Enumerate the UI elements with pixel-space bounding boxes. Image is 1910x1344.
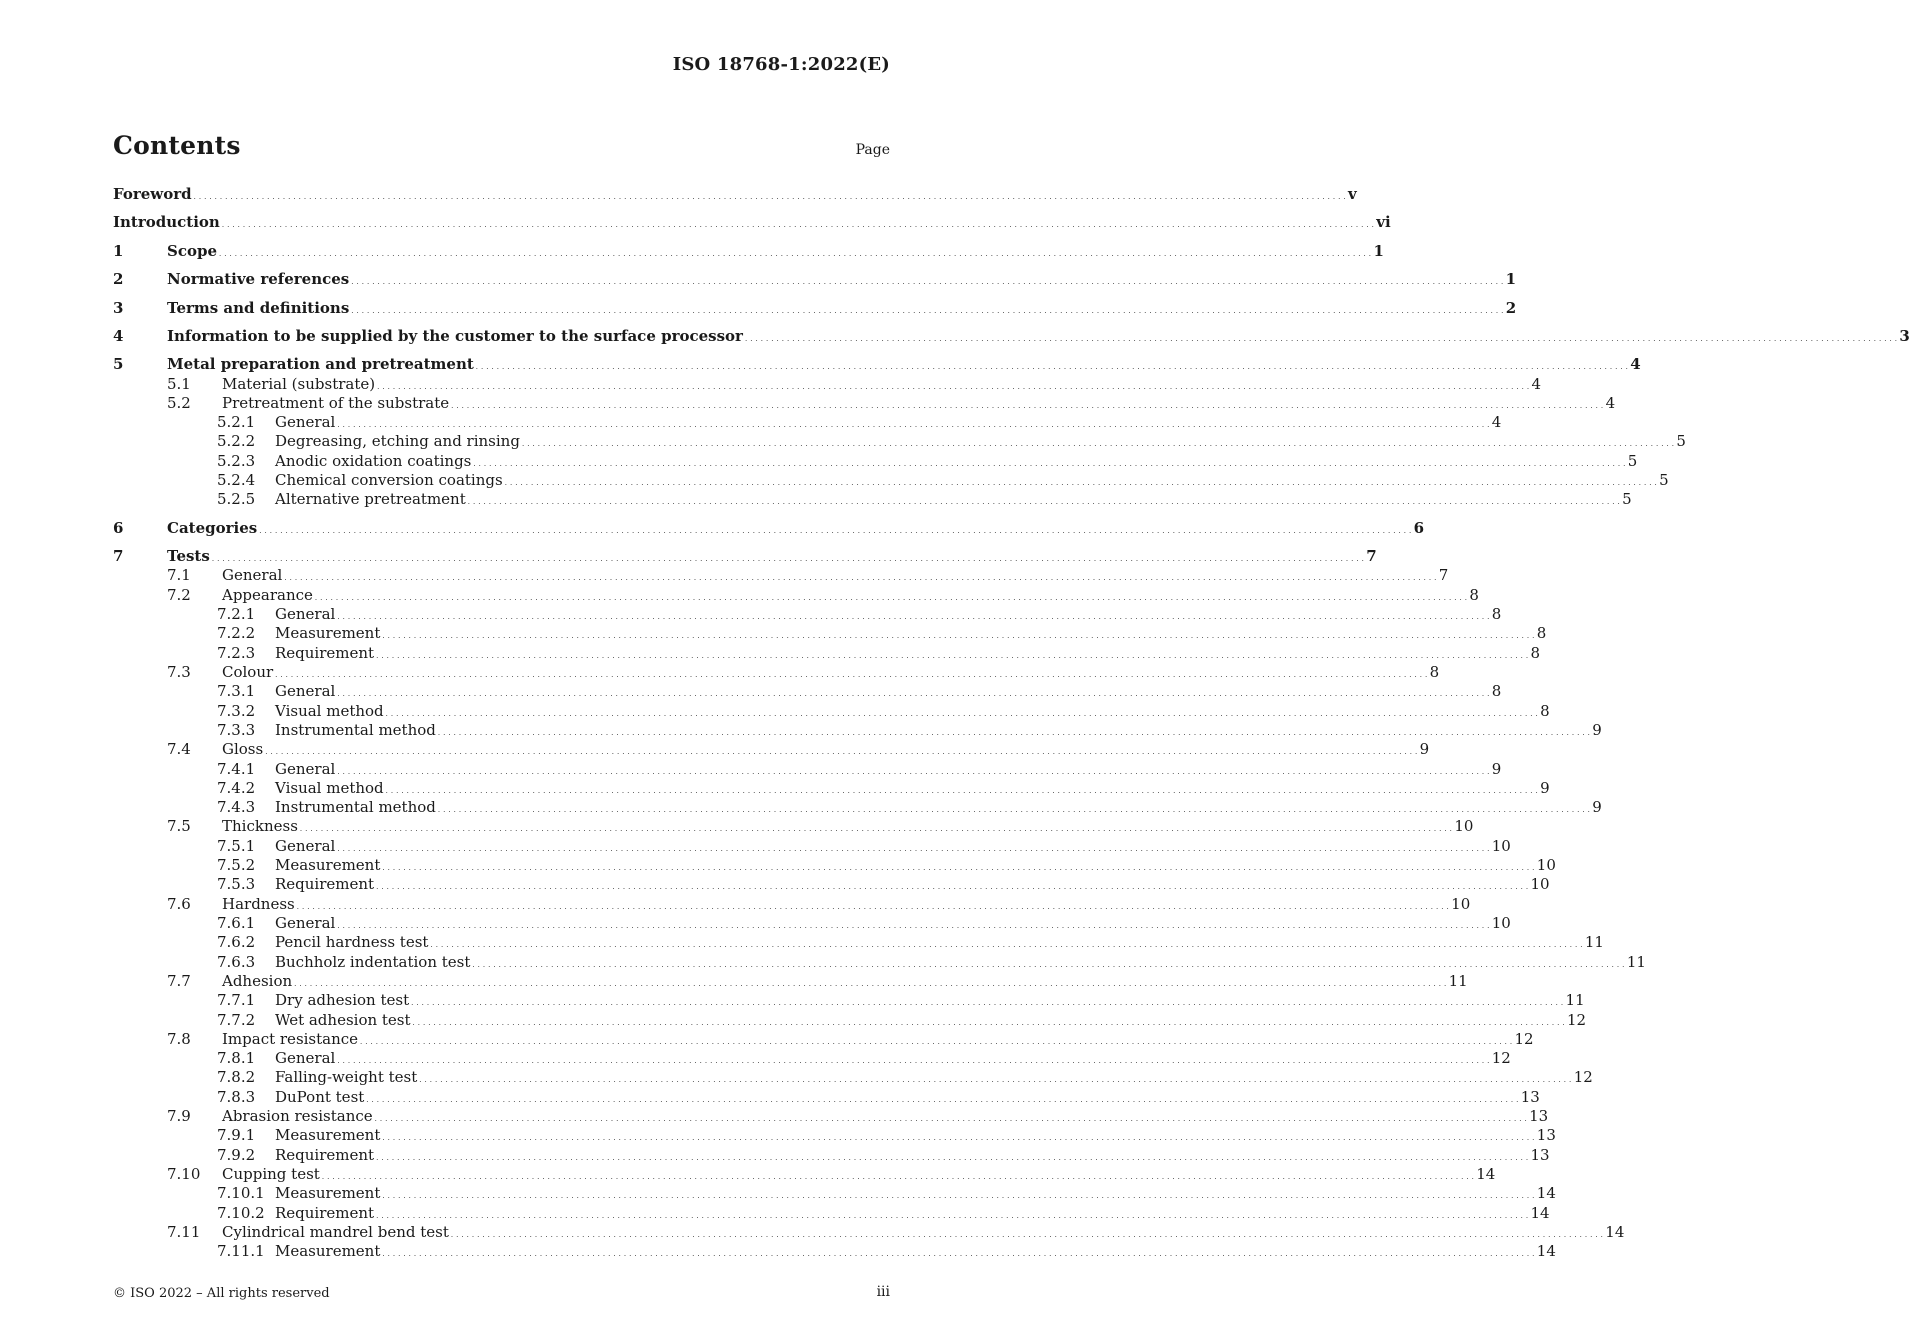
toc-entry[interactable] xyxy=(113,663,1440,683)
toc-entry-page: 10 xyxy=(1491,914,1511,932)
toc-entry-number: 5.2.5 xyxy=(217,490,256,508)
toc-entry-number: 7.4.2 xyxy=(217,779,256,797)
toc-entry-page: 10 xyxy=(1451,895,1471,913)
dot-leader: . . . . . . . . . . . . . . . . . . . . . . . . . . . . . . . . . . . . . . . . . . . . . . . . . . . . . . . . . . . . . . . . . . . . . . . . . . . . . . . . . . . . . . . . . . . . . . . . . . . . . . . . . . . . . . . . . . . . . . . . . . . . . . . . . . . . . . . . . . . . . . . . . . . . . . . . . . . . . . . . . . . . . . . . . . . . . . . . . . . . . . . . . . . . . . . . . . . . . . . . . . . . . . . . . . . . . . . . . . . . xyxy=(337,845,1490,853)
toc-entry[interactable] xyxy=(113,837,1511,857)
dot-leader: . . . . . . . . . . . . . . . . . . . . . . . . . . . . . . . . . . . . . . . . . . . . . . . . . . . . . . . . . . . . . . . . . . . . . . . . . . . . . . . . . . . . . . . . . . . . . . . . . . . . . . . . . . . . . . . . . . . . . . . . . . . . . . . . . . . . . . . . . . . . . . . . . . . . . . . . . . . . . . . . . . . . . . . . . . . . . . . . . . . . . . . . . . . . . . . . . . . . . . . . . . . . . . . . . . . . . . . . . . . . xyxy=(360,1038,1513,1046)
toc-entry-number: 7.8 xyxy=(167,1030,191,1048)
dot-leader: . . . . . . . . . . . . . . . . . . . . . . . . . . . . . . . . . . . . . . . . . . . . . . . . . . . . . . . . . . . . . . . . . . . . . . . . . . . . . . . . . . . . . . . . . . . . . . . . . . . . . . . . . . . . . . . . . . . . . . . . . . . . . . . . . . . . . . . . . . . . . . . . . . . . . . . . . . . . . . . . . . . . . . . . . . . . . . . . . . . . . . . . . . . . . . . . . . . . . . . . . . . . . . . . . . . . . . . . . . . . xyxy=(385,710,1539,718)
toc-entry-number: 7.5 xyxy=(167,817,191,835)
toc-entry-number: 7 xyxy=(113,547,124,565)
toc-entry[interactable] xyxy=(113,972,1468,992)
toc-entry-label: Thickness xyxy=(222,817,298,835)
toc-entry-page: 8 xyxy=(1536,624,1547,642)
toc-entry-page: 13 xyxy=(1530,1146,1550,1164)
toc-entry-label: DuPont test xyxy=(275,1088,365,1106)
toc-entry[interactable] xyxy=(113,779,1550,799)
dot-leader: . . . . . . . . . . . . . . . . . . . . . . . . . . . . . . . . . . . . . . . . . . . . . . . . . . . . . . . . . . . . . . . . . . . . . . . . . . . . . . . . . . . . . . . . . . . . . . . . . . . . . . . . . . . . . . . . . . . . . . . . . . . . . . . . . . . . . . . . . . . . . . . . . . . . . . . . . . . . . . . . . . . . . . . . . . . . . . . . . . . . . . . . . . . . . . . . . . . . . . . . . . . . . . . . . . . . . . . . . . . . xyxy=(376,652,1529,660)
toc-entry-number: 1 xyxy=(113,242,124,260)
dot-leader: . . . . . . . . . . . . . . . . . . . . . . . . . . . . . . . . . . . . . . . . . . . . . . . . . . . . . . . . . . . . . . . . . . . . . . . . . . . . . . . . . . . . . . . . . . . . . . . . . . . . . . . . . . . . . . . . . . . . . . . . . . . . . . . . . . . . . . . . . . . . . . . . . . . . . . . . . . . . . . . . . . . . . . . . . . . . . . . . . . . . . . . . . . . . . . . . . . . . . . . . . . . . . . . . . . . . . . . . . . . . xyxy=(294,980,1447,988)
toc-entry-number: 7.4 xyxy=(167,740,191,758)
dot-leader: . . . . . . . . . . . . . . . . . . . . . . . . . . . . . . . . . . . . . . . . . . . . . . . . . . . . . . . . . . . . . . . . . . . . . . . . . . . . . . . . . . . . . . . . . . . . . . . . . . . . . . . . . . . . . . . . . . . . . . . . . . . . . . . . . . . . . . . . . . . . . . . . . . . . . . . . . . . . . . . . . . . . . . . . . . . . . . . . . . . . . . . . . . . . . . . . . . . . . . . . . . . . . . . . . . . . . . . . . . . . xyxy=(504,479,1658,487)
toc-entry[interactable] xyxy=(113,242,1384,262)
toc-entry-number: 7.9 xyxy=(167,1107,191,1125)
toc-entry[interactable] xyxy=(113,547,1377,567)
dot-leader: . . . . . . . . . . . . . . . . . . . . . . . . . . . . . . . . . . . . . . . . . . . . . . . . . . . . . . . . . . . . . . . . . . . . . . . . . . . . . . . . . . . . . . . . . . . . . . . . . . . . . . . . . . . . . . . . . . . . . . . . . . . . . . . . . . . . . . . . . . . . . . . . . . . . . . . . . . . . . . . . . . . . . . . . . . . . . . . . . . . . . . . . . . . . . . . . . . . . . . . . . . . . . . . . . . . . . . . . . . . . xyxy=(385,787,1539,795)
dot-leader: . . . . . . . . . . . . . . . . . . . . . . . . . . . . . . . . . . . . . . . . . . . . . . . . . . . . . . . . . . . . . . . . . . . . . . . . . . . . . . . . . . . . . . . . . . . . . . . . . . . . . . . . . . . . . . . . . . . . . . . . . . . . . . . . . . . . . . . . . . . . . . . . . . . . . . . . . . . . . . . . . . . . . . . . . . . . . . . . . . . . . . . . . . . . . . . . . . . . . . . . . . . . . . . . . . . . . . . . . . . . xyxy=(451,402,1604,410)
toc-entry-label: Requirement xyxy=(275,875,375,893)
dot-leader: . . . . . . . . . . . . . . . . . . . . . . . . . . . . . . . . . . . . . . . . . . . . . . . . . . . . . . . . . . . . . . . . . . . . . . . . . . . . . . . . . . . . . . . . . . . . . . . . . . . . . . . . . . . . . . . . . . . . . . . . . . . . . . . . . . . . . . . . . . . . . . . . . . . . . . . . . . . . . . . . . . . . . . . . . . . . . . . . . . . . . . . . . . . . . . . . . . . . . . . . . . . . . . . . . . . . . . . . . . . . xyxy=(193,193,1347,201)
dot-leader: . . . . . . . . . . . . . . . . . . . . . . . . . . . . . . . . . . . . . . . . . . . . . . . . . . . . . . . . . . . . . . . . . . . . . . . . . . . . . . . . . . . . . . . . . . . . . . . . . . . . . . . . . . . . . . . . . . . . . . . . . . . . . . . . . . . . . . . . . . . . . . . . . . . . . . . . . . . . . . . . . . . . . . . . . . . . . . . . . . . . . . . . . . . . . . . . . . . . . . . . . . . . . . . . . . . . . . . . . . . . xyxy=(299,825,1453,833)
toc-entry-label: Instrumental method xyxy=(275,721,436,739)
toc-entry[interactable] xyxy=(113,1088,1540,1108)
toc-entry-number: 5.2.2 xyxy=(217,432,256,450)
toc-entry-page: 5 xyxy=(1627,452,1638,470)
toc-entry[interactable] xyxy=(113,213,1391,233)
toc-entry-page: 8 xyxy=(1540,702,1550,720)
dot-leader: . . . . . . . . . . . . . . . . . . . . . . . . . . . . . . . . . . . . . . . . . . . . . . . . . . . . . . . . . . . . . . . . . . . . . . . . . . . . . . . . . . . . . . . . . . . . . . . . . . . . . . . . . . . . . . . . . . . . . . . . . . . . . . . . . . . . . . . . . . . . . . . . . . . . . . . . . . . . . . . . . . . . . . . . . . . . . . . . . . . . . . . . . . . . . . . . . . . . . . . . . . . . . . . . . . . . . . . . . . . . xyxy=(284,574,1437,582)
toc-entry-label: General xyxy=(275,837,336,855)
toc-entry-page: 14 xyxy=(1536,1242,1556,1260)
toc-entry[interactable] xyxy=(113,798,1602,818)
toc-entry-label: General xyxy=(275,682,336,700)
toc-entry-number: 7.6.3 xyxy=(217,953,256,971)
dot-leader: . . . . . . . . . . . . . . . . . . . . . . . . . . . . . . . . . . . . . . . . . . . . . . . . . . . . . . . . . . . . . . . . . . . . . . . . . . . . . . . . . . . . . . . . . . . . . . . . . . . . . . . . . . . . . . . . . . . . . . . . . . . . . . . . . . . . . . . . . . . . . . . . . . . . . . . . . . . . . . . . . . . . . . . . . . . . . . . . . . . . . . . . . . . . . . . . . . . . . . . . . . . . . . . . . . . . . . . . . . . . xyxy=(219,250,1372,258)
dot-leader: . . . . . . . . . . . . . . . . . . . . . . . . . . . . . . . . . . . . . . . . . . . . . . . . . . . . . . . . . . . . . . . . . . . . . . . . . . . . . . . . . . . . . . . . . . . . . . . . . . . . . . . . . . . . . . . . . . . . . . . . . . . . . . . . . . . . . . . . . . . . . . . . . . . . . . . . . . . . . . . . . . . . . . . . . . . . . . . . . . . . . . . . . . . . . . . . . . . . . . . . . . . . . . . . . . . . . . . . . . . . xyxy=(321,1173,1475,1181)
dot-leader: . . . . . . . . . . . . . . . . . . . . . . . . . . . . . . . . . . . . . . . . . . . . . . . . . . . . . . . . . . . . . . . . . . . . . . . . . . . . . . . . . . . . . . . . . . . . . . . . . . . . . . . . . . . . . . . . . . . . . . . . . . . . . . . . . . . . . . . . . . . . . . . . . . . . . . . . . . . . . . . . . . . . . . . . . . . . . . . . . . . . . . . . . . . . . . . . . . . . . . . . . . . . . . . . . . . . . . . . . . . . xyxy=(382,864,1535,872)
toc-entry-label: Normative references xyxy=(167,270,350,288)
toc-entry-page: 8 xyxy=(1429,663,1440,681)
toc-entry-number: 5.2.1 xyxy=(217,413,256,431)
toc-entry[interactable] xyxy=(113,355,1641,375)
toc-entry-number: 7.6 xyxy=(167,895,191,913)
toc-entry-label: Instrumental method xyxy=(275,798,436,816)
copyright-notice: © ISO 2022 – All rights reserved xyxy=(113,1286,330,1301)
toc-entry-number: 7.3.1 xyxy=(217,682,256,700)
dot-leader: . . . . . . . . . . . . . . . . . . . . . . . . . . . . . . . . . . . . . . . . . . . . . . . . . . . . . . . . . . . . . . . . . . . . . . . . . . . . . . . . . . . . . . . . . . . . . . . . . . . . . . . . . . . . . . . . . . . . . . . . . . . . . . . . . . . . . . . . . . . . . . . . . . . . . . . . . . . . . . . . . . . . . . . . . . . . . . . . . . . . . . . . . . . . . . . . . . . . . . . . . . . . . . . . . . . . . . . . . . . . xyxy=(265,748,1418,756)
toc-entry-label: Impact resistance xyxy=(222,1030,359,1048)
toc-entry-page: 5 xyxy=(1622,490,1632,508)
toc-entry[interactable] xyxy=(113,270,1517,290)
toc-entry-page: 13 xyxy=(1520,1088,1540,1106)
toc-entry-number: 7.6.2 xyxy=(217,933,256,951)
toc-entry-label: Cupping test xyxy=(222,1165,320,1183)
toc-entry-page: 11 xyxy=(1565,991,1585,1009)
toc-entry-page: 3 xyxy=(1899,327,1910,345)
toc-entry-label: Metal preparation and pretreatment xyxy=(167,355,474,373)
toc-entry-label: Visual method xyxy=(275,702,384,720)
dot-leader: . . . . . . . . . . . . . . . . . . . . . . . . . . . . . . . . . . . . . . . . . . . . . . . . . . . . . . . . . . . . . . . . . . . . . . . . . . . . . . . . . . . . . . . . . . . . . . . . . . . . . . . . . . . . . . . . . . . . . . . . . . . . . . . . . . . . . . . . . . . . . . . . . . . . . . . . . . . . . . . . . . . . . . . . . . . . . . . . . . . . . . . . . . . . . . . . . . . . . . . . . . . . . . . . . . . . . . . . . . . . xyxy=(467,498,1621,506)
toc-entry-label: Colour xyxy=(222,663,274,681)
toc-entry[interactable] xyxy=(113,327,1910,347)
toc-entry[interactable] xyxy=(113,760,1502,780)
toc-entry-label: Wet adhesion test xyxy=(275,1011,411,1029)
toc-entry-page: 11 xyxy=(1584,933,1604,951)
dot-leader: . . . . . . . . . . . . . . . . . . . . . . . . . . . . . . . . . . . . . . . . . . . . . . . . . . . . . . . . . . . . . . . . . . . . . . . . . . . . . . . . . . . . . . . . . . . . . . . . . . . . . . . . . . . . . . . . . . . . . . . . . . . . . . . . . . . . . . . . . . . . . . . . . . . . . . . . . . . . . . . . . . . . . . . . . . . . . . . . . . . . . . . . . . . . . . . . . . . . . . . . . . . . . . . . . . . . . . . . . . . . xyxy=(472,961,1625,969)
toc-entry-number: 7.8.2 xyxy=(217,1068,256,1086)
toc-entry-page: 6 xyxy=(1413,519,1425,537)
dot-leader: . . . . . . . . . . . . . . . . . . . . . . . . . . . . . . . . . . . . . . . . . . . . . . . . . . . . . . . . . . . . . . . . . . . . . . . . . . . . . . . . . . . . . . . . . . . . . . . . . . . . . . . . . . . . . . . . . . . . . . . . . . . . . . . . . . . . . . . . . . . . . . . . . . . . . . . . . . . . . . . . . . . . . . . . . . . . . . . . . . . . . . . . . . . . . . . . . . . . . . . . . . . . . . . . . . . . . . . . . . . . xyxy=(450,1231,1604,1239)
toc-entry[interactable] xyxy=(113,471,1669,491)
toc-entry-page: 5 xyxy=(1659,471,1669,489)
toc-entry-label: Dry adhesion test xyxy=(275,991,410,1009)
toc-entry[interactable] xyxy=(113,1068,1593,1088)
toc-entry-number: 5.2.4 xyxy=(217,471,256,489)
toc-entry-page: 10 xyxy=(1536,856,1556,874)
toc-entry-page: 13 xyxy=(1536,1126,1556,1144)
dot-leader: . . . . . . . . . . . . . . . . . . . . . . . . . . . . . . . . . . . . . . . . . . . . . . . . . . . . . . . . . . . . . . . . . . . . . . . . . . . . . . . . . . . . . . . . . . . . . . . . . . . . . . . . . . . . . . . . . . . . . . . . . . . . . . . . . . . . . . . . . . . . . . . . . . . . . . . . . . . . . . . . . . . . . . . . . . . . . . . . . . . . . . . . . . . . . . . . . . . . . . . . . . . . . . . . . . . . . . . . . . . . xyxy=(337,421,1490,429)
toc-entry-page: 12 xyxy=(1573,1068,1593,1086)
toc-entry-page: 9 xyxy=(1592,721,1602,739)
toc-entry-label: Gloss xyxy=(222,740,264,758)
toc-entry-label: General xyxy=(222,566,283,584)
toc-entry-page: 12 xyxy=(1491,1049,1511,1067)
toc-entry[interactable] xyxy=(113,586,1479,606)
toc-entry[interactable] xyxy=(113,856,1556,876)
toc-entry[interactable] xyxy=(113,566,1449,586)
dot-leader: . . . . . . . . . . . . . . . . . . . . . . . . . . . . . . . . . . . . . . . . . . . . . . . . . . . . . . . . . . . . . . . . . . . . . . . . . . . . . . . . . . . . . . . . . . . . . . . . . . . . . . . . . . . . . . . . . . . . . . . . . . . . . . . . . . . . . . . . . . . . . . . . . . . . . . . . . . . . . . . . . . . . . . . . . . . . . . . . . . . . . . . . . . . . . . . . . . . . . . . . . . . . . . . . . . . . . . . . . . . . xyxy=(337,768,1490,776)
toc-entry-number: 7.2.1 xyxy=(217,605,256,623)
dot-leader: . . . . . . . . . . . . . . . . . . . . . . . . . . . . . . . . . . . . . . . . . . . . . . . . . . . . . . . . . . . . . . . . . . . . . . . . . . . . . . . . . . . . . . . . . . . . . . . . . . . . . . . . . . . . . . . . . . . . . . . . . . . . . . . . . . . . . . . . . . . . . . . . . . . . . . . . . . . . . . . . . . . . . . . . . . . . . . . . . . . . . . . . . . . . . . . . . . . . . . . . . . . . . . . . . . . . . . . . . . . . xyxy=(337,922,1490,930)
toc-entry[interactable] xyxy=(113,1049,1511,1069)
toc-entry-number: 7.8.3 xyxy=(217,1088,256,1106)
toc-entry-page: 10 xyxy=(1454,817,1474,835)
toc-entry-number: 7.3.2 xyxy=(217,702,256,720)
toc-entry-page: 9 xyxy=(1592,798,1602,816)
toc-entry[interactable] xyxy=(113,1242,1556,1262)
toc-entry-label: Anodic oxidation coatings xyxy=(275,452,472,470)
toc-entry-label: Information to be supplied by the customer to the surface processor xyxy=(167,327,743,345)
dot-leader: . . . . . . . . . . . . . . . . . . . . . . . . . . . . . . . . . . . . . . . . . . . . . . . . . . . . . . . . . . . . . . . . . . . . . . . . . . . . . . . . . . . . . . . . . . . . . . . . . . . . . . . . . . . . . . . . . . . . . . . . . . . . . . . . . . . . . . . . . . . . . . . . . . . . . . . . . . . . . . . . . . . . . . . . . . . . . . . . . . . . . . . . . . . . . . . . . . . . . . . . . . . . . . . . . . . . . . . . . . . . xyxy=(366,1096,1519,1104)
toc-entry-number: 7.7.2 xyxy=(217,1011,256,1029)
toc-entry-label: Chemical conversion coatings xyxy=(275,471,503,489)
toc-entry[interactable] xyxy=(113,605,1502,625)
toc-entry-number: 7.7.1 xyxy=(217,991,256,1009)
toc-entry-page: 7 xyxy=(1438,566,1449,584)
toc-entry-number: 2 xyxy=(113,270,124,288)
toc-entry-page: 10 xyxy=(1530,875,1550,893)
toc-entry-page: 4 xyxy=(1605,394,1616,412)
toc-entry-label: Categories xyxy=(167,519,258,537)
toc-entry-number: 7.3.3 xyxy=(217,721,256,739)
toc-entry[interactable] xyxy=(113,1165,1496,1185)
toc-entry[interactable] xyxy=(113,1146,1550,1166)
toc-entry[interactable] xyxy=(113,519,1425,539)
toc-entry-label: General xyxy=(275,1049,336,1067)
dot-leader: . . . . . . . . . . . . . . . . . . . . . . . . . . . . . . . . . . . . . . . . . . . . . . . . . . . . . . . . . . . . . . . . . . . . . . . . . . . . . . . . . . . . . . . . . . . . . . . . . . . . . . . . . . . . . . . . . . . . . . . . . . . . . . . . . . . . . . . . . . . . . . . . . . . . . . . . . . . . . . . . . . . . . . . . . . . . . . . . . . . . . . . . . . . . . . . . . . . . . . . . . . . . . . . . . . . . . . . . . . . . xyxy=(382,1250,1535,1258)
toc-entry[interactable] xyxy=(113,740,1430,760)
dot-leader: . . . . . . . . . . . . . . . . . . . . . . . . . . . . . . . . . . . . . . . . . . . . . . . . . . . . . . . . . . . . . . . . . . . . . . . . . . . . . . . . . . . . . . . . . . . . . . . . . . . . . . . . . . . . . . . . . . . . . . . . . . . . . . . . . . . . . . . . . . . . . . . . . . . . . . . . . . . . . . . . . . . . . . . . . . . . . . . . . . . . . . . . . . . . . . . . . . . . . . . . . . . . . . . . . . . . . . . . . . . . xyxy=(382,1192,1535,1200)
toc-entry-label: Requirement xyxy=(275,1146,375,1164)
toc-entry[interactable] xyxy=(113,452,1638,472)
toc-entry-number: 7.4.3 xyxy=(217,798,256,816)
toc-entry[interactable] xyxy=(113,1223,1625,1243)
toc-entry-number: 7.11 xyxy=(167,1223,201,1241)
toc-entry-label: Terms and definitions xyxy=(167,299,350,317)
toc-entry-label: Alternative pretreatment xyxy=(275,490,466,508)
toc-entry-label: Introduction xyxy=(113,213,220,231)
toc-entry[interactable] xyxy=(113,953,1646,973)
toc-entry-number: 3 xyxy=(113,299,124,317)
page-column-label: Page xyxy=(855,142,890,158)
toc-entry[interactable] xyxy=(113,1030,1534,1050)
toc-entry-number: 7.2.3 xyxy=(217,644,256,662)
dot-leader: . . . . . . . . . . . . . . . . . . . . . . . . . . . . . . . . . . . . . . . . . . . . . . . . . . . . . . . . . . . . . . . . . . . . . . . . . . . . . . . . . . . . . . . . . . . . . . . . . . . . . . . . . . . . . . . . . . . . . . . . . . . . . . . . . . . . . . . . . . . . . . . . . . . . . . . . . . . . . . . . . . . . . . . . . . . . . . . . . . . . . . . . . . . . . . . . . . . . . . . . . . . . . . . . . . . . . . . . . . . . xyxy=(374,1115,1528,1123)
dot-leader: . . . . . . . . . . . . . . . . . . . . . . . . . . . . . . . . . . . . . . . . . . . . . . . . . . . . . . . . . . . . . . . . . . . . . . . . . . . . . . . . . . . . . . . . . . . . . . . . . . . . . . . . . . . . . . . . . . . . . . . . . . . . . . . . . . . . . . . . . . . . . . . . . . . . . . . . . . . . . . . . . . . . . . . . . . . . . . . . . . . . . . . . . . . . . . . . . . . . . . . . . . . . . . . . . . . . . . . . . . . . xyxy=(473,460,1626,468)
dot-leader: . . . . . . . . . . . . . . . . . . . . . . . . . . . . . . . . . . . . . . . . . . . . . . . . . . . . . . . . . . . . . . . . . . . . . . . . . . . . . . . . . . . . . . . . . . . . . . . . . . . . . . . . . . . . . . . . . . . . . . . . . . . . . . . . . . . . . . . . . . . . . . . . . . . . . . . . . . . . . . . . . . . . . . . . . . . . . . . . . . . . . . . . . . . . . . . . . . . . . . . . . . . . . . . . . . . . . . . . . . . . xyxy=(744,335,1898,343)
dot-leader: . . . . . . . . . . . . . . . . . . . . . . . . . . . . . . . . . . . . . . . . . . . . . . . . . . . . . . . . . . . . . . . . . . . . . . . . . . . . . . . . . . . . . . . . . . . . . . . . . . . . . . . . . . . . . . . . . . . . . . . . . . . . . . . . . . . . . . . . . . . . . . . . . . . . . . . . . . . . . . . . . . . . . . . . . . . . . . . . . . . . . . . . . . . . . . . . . . . . . . . . . . . . . . . . . . . . . . . . . . . . xyxy=(221,221,1375,229)
toc-entry-number: 7.8.1 xyxy=(217,1049,256,1067)
toc-entry-number: 7.1 xyxy=(167,566,191,584)
toc-entry-page: 10 xyxy=(1491,837,1511,855)
toc-entry-number: 7.9.2 xyxy=(217,1146,256,1164)
dot-leader: . . . . . . . . . . . . . . . . . . . . . . . . . . . . . . . . . . . . . . . . . . . . . . . . . . . . . . . . . . . . . . . . . . . . . . . . . . . . . . . . . . . . . . . . . . . . . . . . . . . . . . . . . . . . . . . . . . . . . . . . . . . . . . . . . . . . . . . . . . . . . . . . . . . . . . . . . . . . . . . . . . . . . . . . . . . . . . . . . . . . . . . . . . . . . . . . . . . . . . . . . . . . . . . . . . . . . . . . . . . . xyxy=(437,729,1591,737)
toc-entry[interactable] xyxy=(113,1204,1550,1224)
toc-entry-number: 5.2.3 xyxy=(217,452,256,470)
dot-leader: . . . . . . . . . . . . . . . . . . . . . . . . . . . . . . . . . . . . . . . . . . . . . . . . . . . . . . . . . . . . . . . . . . . . . . . . . . . . . . . . . . . . . . . . . . . . . . . . . . . . . . . . . . . . . . . . . . . . . . . . . . . . . . . . . . . . . . . . . . . . . . . . . . . . . . . . . . . . . . . . . . . . . . . . . . . . . . . . . . . . . . . . . . . . . . . . . . . . . . . . . . . . . . . . . . . . . . . . . . . . xyxy=(337,1057,1490,1065)
toc-entry-page: vi xyxy=(1376,213,1391,231)
toc-entry-label: General xyxy=(275,413,336,431)
dot-leader: . . . . . . . . . . . . . . . . . . . . . . . . . . . . . . . . . . . . . . . . . . . . . . . . . . . . . . . . . . . . . . . . . . . . . . . . . . . . . . . . . . . . . . . . . . . . . . . . . . . . . . . . . . . . . . . . . . . . . . . . . . . . . . . . . . . . . . . . . . . . . . . . . . . . . . . . . . . . . . . . . . . . . . . . . . . . . . . . . . . . . . . . . . . . . . . . . . . . . . . . . . . . . . . . . . . . . . . . . . . . xyxy=(437,806,1591,814)
toc-entry[interactable] xyxy=(113,413,1502,433)
toc-entry-label: Hardness xyxy=(222,895,295,913)
toc-entry-number: 7.6.1 xyxy=(217,914,256,932)
toc-entry-page: 9 xyxy=(1540,779,1550,797)
dot-leader: . . . . . . . . . . . . . . . . . . . . . . . . . . . . . . . . . . . . . . . . . . . . . . . . . . . . . . . . . . . . . . . . . . . . . . . . . . . . . . . . . . . . . . . . . . . . . . . . . . . . . . . . . . . . . . . . . . . . . . . . . . . . . . . . . . . . . . . . . . . . . . . . . . . . . . . . . . . . . . . . . . . . . . . . . . . . . . . . . . . . . . . . . . . . . . . . . . . . . . . . . . . . . . . . . . . . . . . . . . . . xyxy=(376,883,1529,891)
dot-leader: . . . . . . . . . . . . . . . . . . . . . . . . . . . . . . . . . . . . . . . . . . . . . . . . . . . . . . . . . . . . . . . . . . . . . . . . . . . . . . . . . . . . . . . . . . . . . . . . . . . . . . . . . . . . . . . . . . . . . . . . . . . . . . . . . . . . . . . . . . . . . . . . . . . . . . . . . . . . . . . . . . . . . . . . . . . . . . . . . . . . . . . . . . . . . . . . . . . . . . . . . . . . . . . . . . . . . . . . . . . . xyxy=(382,632,1535,640)
toc-entry-page: 9 xyxy=(1419,740,1430,758)
toc-entry-page: 4 xyxy=(1630,355,1641,373)
toc-entry-page: 9 xyxy=(1491,760,1502,778)
toc-entry-number: 7.5.2 xyxy=(217,856,256,874)
toc-entry-label: Measurement xyxy=(275,856,381,874)
toc-entry[interactable] xyxy=(113,702,1550,722)
toc-entry-page: 7 xyxy=(1366,547,1377,565)
dot-leader: . . . . . . . . . . . . . . . . . . . . . . . . . . . . . . . . . . . . . . . . . . . . . . . . . . . . . . . . . . . . . . . . . . . . . . . . . . . . . . . . . . . . . . . . . . . . . . . . . . . . . . . . . . . . . . . . . . . . . . . . . . . . . . . . . . . . . . . . . . . . . . . . . . . . . . . . . . . . . . . . . . . . . . . . . . . . . . . . . . . . . . . . . . . . . . . . . . . . . . . . . . . . . . . . . . . . . . . . . . . . xyxy=(412,1019,1565,1027)
dot-leader: . . . . . . . . . . . . . . . . . . . . . . . . . . . . . . . . . . . . . . . . . . . . . . . . . . . . . . . . . . . . . . . . . . . . . . . . . . . . . . . . . . . . . . . . . . . . . . . . . . . . . . . . . . . . . . . . . . . . . . . . . . . . . . . . . . . . . . . . . . . . . . . . . . . . . . . . . . . . . . . . . . . . . . . . . . . . . . . . . . . . . . . . . . . . . . . . . . . . . . . . . . . . . . . . . . . . . . . . . . . . xyxy=(376,1154,1529,1162)
dot-leader: . . . . . . . . . . . . . . . . . . . . . . . . . . . . . . . . . . . . . . . . . . . . . . . . . . . . . . . . . . . . . . . . . . . . . . . . . . . . . . . . . . . . . . . . . . . . . . . . . . . . . . . . . . . . . . . . . . . . . . . . . . . . . . . . . . . . . . . . . . . . . . . . . . . . . . . . . . . . . . . . . . . . . . . . . . . . . . . . . . . . . . . . . . . . . . . . . . . . . . . . . . . . . . . . . . . . . . . . . . . . xyxy=(337,690,1490,698)
document-id: ISO 18768-1:2022(E) xyxy=(672,54,890,75)
toc-entry[interactable] xyxy=(113,721,1602,741)
page-title: Contents xyxy=(113,131,241,160)
dot-leader: . . . . . . . . . . . . . . . . . . . . . . . . . . . . . . . . . . . . . . . . . . . . . . . . . . . . . . . . . . . . . . . . . . . . . . . . . . . . . . . . . . . . . . . . . . . . . . . . . . . . . . . . . . . . . . . . . . . . . . . . . . . . . . . . . . . . . . . . . . . . . . . . . . . . . . . . . . . . . . . . . . . . . . . . . . . . . . . . . . . . . . . . . . . . . . . . . . . . . . . . . . . . . . . . . . . . . . . . . . . . xyxy=(351,307,1504,315)
toc-entry[interactable] xyxy=(113,624,1547,644)
toc-entry-page: 1 xyxy=(1505,270,1517,288)
toc-entry-number: 5.1 xyxy=(167,375,191,393)
toc-entry[interactable] xyxy=(113,682,1502,702)
toc-entry-label: Appearance xyxy=(222,586,313,604)
toc-entry-page: 12 xyxy=(1566,1011,1587,1029)
toc-entry-page: 4 xyxy=(1491,413,1502,431)
toc-entry-number: 7.10.1 xyxy=(217,1184,265,1202)
toc-entry[interactable] xyxy=(113,644,1541,664)
toc-entry-label: Material (substrate) xyxy=(222,375,376,393)
toc-entry-label: Requirement xyxy=(275,644,375,662)
toc-entry-page: 14 xyxy=(1476,1165,1496,1183)
toc-entry-label: Cylindrical mandrel bend test xyxy=(222,1223,449,1241)
toc-entry-number: 7.7 xyxy=(167,972,191,990)
dot-leader: . . . . . . . . . . . . . . . . . . . . . . . . . . . . . . . . . . . . . . . . . . . . . . . . . . . . . . . . . . . . . . . . . . . . . . . . . . . . . . . . . . . . . . . . . . . . . . . . . . . . . . . . . . . . . . . . . . . . . . . . . . . . . . . . . . . . . . . . . . . . . . . . . . . . . . . . . . . . . . . . . . . . . . . . . . . . . . . . . . . . . . . . . . . . . . . . . . . . . . . . . . . . . . . . . . . . . . . . . . . . xyxy=(411,999,1564,1007)
toc-entry-label: Adhesion xyxy=(222,972,293,990)
toc-entry-page: 5 xyxy=(1676,432,1686,450)
toc-entry-label: Abrasion resistance xyxy=(222,1107,373,1125)
toc-entry-number: 7.11.1 xyxy=(217,1242,265,1260)
toc-entry-number: 7.2 xyxy=(167,586,191,604)
toc-entry-page: 11 xyxy=(1448,972,1468,990)
toc-entry[interactable] xyxy=(113,817,1474,837)
toc-entry-number: 5 xyxy=(113,355,124,373)
toc-entry-page: 12 xyxy=(1514,1030,1534,1048)
dot-leader: . . . . . . . . . . . . . . . . . . . . . . . . . . . . . . . . . . . . . . . . . . . . . . . . . . . . . . . . . . . . . . . . . . . . . . . . . . . . . . . . . . . . . . . . . . . . . . . . . . . . . . . . . . . . . . . . . . . . . . . . . . . . . . . . . . . . . . . . . . . . . . . . . . . . . . . . . . . . . . . . . . . . . . . . . . . . . . . . . . . . . . . . . . . . . . . . . . . . . . . . . . . . . . . . . . . . . . . . . . . . xyxy=(382,1134,1535,1142)
toc-entry-page: 8 xyxy=(1469,586,1479,604)
toc-entry-label: Measurement xyxy=(275,1126,381,1144)
toc-entry-page: 4 xyxy=(1531,375,1542,393)
toc-entry-label: Pretreatment of the substrate xyxy=(222,394,450,412)
toc-entry-page: 13 xyxy=(1529,1107,1549,1125)
toc-entry[interactable] xyxy=(113,299,1517,319)
toc-entry-label: Buchholz indentation test xyxy=(275,953,471,971)
toc-entry-page: 8 xyxy=(1530,644,1541,662)
toc-entry[interactable] xyxy=(113,1107,1549,1127)
toc-entry-number: 7.5.3 xyxy=(217,875,256,893)
dot-leader: . . . . . . . . . . . . . . . . . . . . . . . . . . . . . . . . . . . . . . . . . . . . . . . . . . . . . . . . . . . . . . . . . . . . . . . . . . . . . . . . . . . . . . . . . . . . . . . . . . . . . . . . . . . . . . . . . . . . . . . . . . . . . . . . . . . . . . . . . . . . . . . . . . . . . . . . . . . . . . . . . . . . . . . . . . . . . . . . . . . . . . . . . . . . . . . . . . . . . . . . . . . . . . . . . . . . . . . . . . . . xyxy=(377,383,1530,391)
toc-entry-page: 2 xyxy=(1505,299,1517,317)
toc-entry-label: Requirement xyxy=(275,1204,375,1222)
toc-entry-number: 7.10.2 xyxy=(217,1204,265,1222)
toc-entry[interactable] xyxy=(113,490,1632,510)
toc-entry-number: 6 xyxy=(113,519,124,537)
toc-entry-label: Tests xyxy=(167,547,210,565)
toc-entry[interactable] xyxy=(113,895,1471,915)
dot-leader: . . . . . . . . . . . . . . . . . . . . . . . . . . . . . . . . . . . . . . . . . . . . . . . . . . . . . . . . . . . . . . . . . . . . . . . . . . . . . . . . . . . . . . . . . . . . . . . . . . . . . . . . . . . . . . . . . . . . . . . . . . . . . . . . . . . . . . . . . . . . . . . . . . . . . . . . . . . . . . . . . . . . . . . . . . . . . . . . . . . . . . . . . . . . . . . . . . . . . . . . . . . . . . . . . . . . . . . . . . . . xyxy=(475,363,1629,371)
toc-entry-number: 7.3 xyxy=(167,663,191,681)
toc-entry-label: Scope xyxy=(167,242,218,260)
toc-entry-page: 11 xyxy=(1626,953,1646,971)
toc-entry-label: Foreword xyxy=(113,185,192,203)
dot-leader: . . . . . . . . . . . . . . . . . . . . . . . . . . . . . . . . . . . . . . . . . . . . . . . . . . . . . . . . . . . . . . . . . . . . . . . . . . . . . . . . . . . . . . . . . . . . . . . . . . . . . . . . . . . . . . . . . . . . . . . . . . . . . . . . . . . . . . . . . . . . . . . . . . . . . . . . . . . . . . . . . . . . . . . . . . . . . . . . . . . . . . . . . . . . . . . . . . . . . . . . . . . . . . . . . . . . . . . . . . . . xyxy=(314,594,1468,602)
toc-entry-page: 8 xyxy=(1491,682,1502,700)
toc-entry-number: 5.2 xyxy=(167,394,191,412)
dot-leader: . . . . . . . . . . . . . . . . . . . . . . . . . . . . . . . . . . . . . . . . . . . . . . . . . . . . . . . . . . . . . . . . . . . . . . . . . . . . . . . . . . . . . . . . . . . . . . . . . . . . . . . . . . . . . . . . . . . . . . . . . . . . . . . . . . . . . . . . . . . . . . . . . . . . . . . . . . . . . . . . . . . . . . . . . . . . . . . . . . . . . . . . . . . . . . . . . . . . . . . . . . . . . . . . . . . . . . . . . . . . xyxy=(376,1212,1529,1220)
dot-leader: . . . . . . . . . . . . . . . . . . . . . . . . . . . . . . . . . . . . . . . . . . . . . . . . . . . . . . . . . . . . . . . . . . . . . . . . . . . . . . . . . . . . . . . . . . . . . . . . . . . . . . . . . . . . . . . . . . . . . . . . . . . . . . . . . . . . . . . . . . . . . . . . . . . . . . . . . . . . . . . . . . . . . . . . . . . . . . . . . . . . . . . . . . . . . . . . . . . . . . . . . . . . . . . . . . . . . . . . . . . . xyxy=(430,941,1583,949)
toc-entry-page: 14 xyxy=(1605,1223,1625,1241)
toc-entry[interactable] xyxy=(113,185,1357,205)
toc-entry-page: 14 xyxy=(1530,1204,1550,1222)
toc-entry-label: Falling-weight test xyxy=(275,1068,418,1086)
toc-entry-number: 7.4.1 xyxy=(217,760,256,778)
dot-leader: . . . . . . . . . . . . . . . . . . . . . . . . . . . . . . . . . . . . . . . . . . . . . . . . . . . . . . . . . . . . . . . . . . . . . . . . . . . . . . . . . . . . . . . . . . . . . . . . . . . . . . . . . . . . . . . . . . . . . . . . . . . . . . . . . . . . . . . . . . . . . . . . . . . . . . . . . . . . . . . . . . . . . . . . . . . . . . . . . . . . . . . . . . . . . . . . . . . . . . . . . . . . . . . . . . . . . . . . . . . . xyxy=(275,671,1428,679)
toc-entry-label: Measurement xyxy=(275,1184,381,1202)
toc-entry[interactable] xyxy=(113,394,1616,414)
toc-entry-number: 7.10 xyxy=(167,1165,201,1183)
toc-entry-number: 7.9.1 xyxy=(217,1126,256,1144)
toc-entry[interactable] xyxy=(113,1011,1587,1031)
toc-entry-label: Measurement xyxy=(275,624,381,642)
dot-leader: . . . . . . . . . . . . . . . . . . . . . . . . . . . . . . . . . . . . . . . . . . . . . . . . . . . . . . . . . . . . . . . . . . . . . . . . . . . . . . . . . . . . . . . . . . . . . . . . . . . . . . . . . . . . . . . . . . . . . . . . . . . . . . . . . . . . . . . . . . . . . . . . . . . . . . . . . . . . . . . . . . . . . . . . . . . . . . . . . . . . . . . . . . . . . . . . . . . . . . . . . . . . . . . . . . . . . . . . . . . . xyxy=(296,903,1450,911)
toc-entry[interactable] xyxy=(113,1126,1556,1146)
toc-entry-page: 8 xyxy=(1491,605,1502,623)
toc-entry-page: v xyxy=(1348,185,1357,203)
toc-entry-label: Pencil hardness test xyxy=(275,933,429,951)
toc-entry[interactable] xyxy=(113,432,1686,452)
toc-entry[interactable] xyxy=(113,1184,1556,1204)
toc-entry-page: 14 xyxy=(1536,1184,1556,1202)
toc-entry[interactable] xyxy=(113,914,1511,934)
dot-leader: . . . . . . . . . . . . . . . . . . . . . . . . . . . . . . . . . . . . . . . . . . . . . . . . . . . . . . . . . . . . . . . . . . . . . . . . . . . . . . . . . . . . . . . . . . . . . . . . . . . . . . . . . . . . . . . . . . . . . . . . . . . . . . . . . . . . . . . . . . . . . . . . . . . . . . . . . . . . . . . . . . . . . . . . . . . . . . . . . . . . . . . . . . . . . . . . . . . . . . . . . . . . . . . . . . . . . . . . . . . . xyxy=(351,278,1504,286)
toc-entry-label: General xyxy=(275,914,336,932)
toc-entry[interactable] xyxy=(113,933,1604,953)
toc-entry-label: General xyxy=(275,760,336,778)
dot-leader: . . . . . . . . . . . . . . . . . . . . . . . . . . . . . . . . . . . . . . . . . . . . . . . . . . . . . . . . . . . . . . . . . . . . . . . . . . . . . . . . . . . . . . . . . . . . . . . . . . . . . . . . . . . . . . . . . . . . . . . . . . . . . . . . . . . . . . . . . . . . . . . . . . . . . . . . . . . . . . . . . . . . . . . . . . . . . . . . . . . . . . . . . . . . . . . . . . . . . . . . . . . . . . . . . . . . . . . . . . . . xyxy=(211,555,1365,563)
dot-leader: . . . . . . . . . . . . . . . . . . . . . . . . . . . . . . . . . . . . . . . . . . . . . . . . . . . . . . . . . . . . . . . . . . . . . . . . . . . . . . . . . . . . . . . . . . . . . . . . . . . . . . . . . . . . . . . . . . . . . . . . . . . . . . . . . . . . . . . . . . . . . . . . . . . . . . . . . . . . . . . . . . . . . . . . . . . . . . . . . . . . . . . . . . . . . . . . . . . . . . . . . . . . . . . . . . . . . . . . . . . . xyxy=(259,527,1412,535)
toc-entry-label: Visual method xyxy=(275,779,384,797)
dot-leader: . . . . . . . . . . . . . . . . . . . . . . . . . . . . . . . . . . . . . . . . . . . . . . . . . . . . . . . . . . . . . . . . . . . . . . . . . . . . . . . . . . . . . . . . . . . . . . . . . . . . . . . . . . . . . . . . . . . . . . . . . . . . . . . . . . . . . . . . . . . . . . . . . . . . . . . . . . . . . . . . . . . . . . . . . . . . . . . . . . . . . . . . . . . . . . . . . . . . . . . . . . . . . . . . . . . . . . . . . . . . xyxy=(419,1076,1572,1084)
toc-entry[interactable] xyxy=(113,875,1550,895)
toc-entry[interactable] xyxy=(113,991,1585,1011)
toc-entry-number: 7.2.2 xyxy=(217,624,256,642)
toc-entry-label: Degreasing, etching and rinsing xyxy=(275,432,520,450)
toc-entry-label: General xyxy=(275,605,336,623)
dot-leader: . . . . . . . . . . . . . . . . . . . . . . . . . . . . . . . . . . . . . . . . . . . . . . . . . . . . . . . . . . . . . . . . . . . . . . . . . . . . . . . . . . . . . . . . . . . . . . . . . . . . . . . . . . . . . . . . . . . . . . . . . . . . . . . . . . . . . . . . . . . . . . . . . . . . . . . . . . . . . . . . . . . . . . . . . . . . . . . . . . . . . . . . . . . . . . . . . . . . . . . . . . . . . . . . . . . . . . . . . . . . xyxy=(521,440,1675,448)
dot-leader: . . . . . . . . . . . . . . . . . . . . . . . . . . . . . . . . . . . . . . . . . . . . . . . . . . . . . . . . . . . . . . . . . . . . . . . . . . . . . . . . . . . . . . . . . . . . . . . . . . . . . . . . . . . . . . . . . . . . . . . . . . . . . . . . . . . . . . . . . . . . . . . . . . . . . . . . . . . . . . . . . . . . . . . . . . . . . . . . . . . . . . . . . . . . . . . . . . . . . . . . . . . . . . . . . . . . . . . . . . . . xyxy=(337,613,1490,621)
toc-entry-number: 4 xyxy=(113,327,124,345)
toc-entry[interactable] xyxy=(113,375,1542,395)
toc-entry-number: 7.5.1 xyxy=(217,837,256,855)
page-number: iii xyxy=(876,1284,890,1300)
toc-entry-page: 1 xyxy=(1373,242,1384,260)
toc-entry-label: Measurement xyxy=(275,1242,381,1260)
